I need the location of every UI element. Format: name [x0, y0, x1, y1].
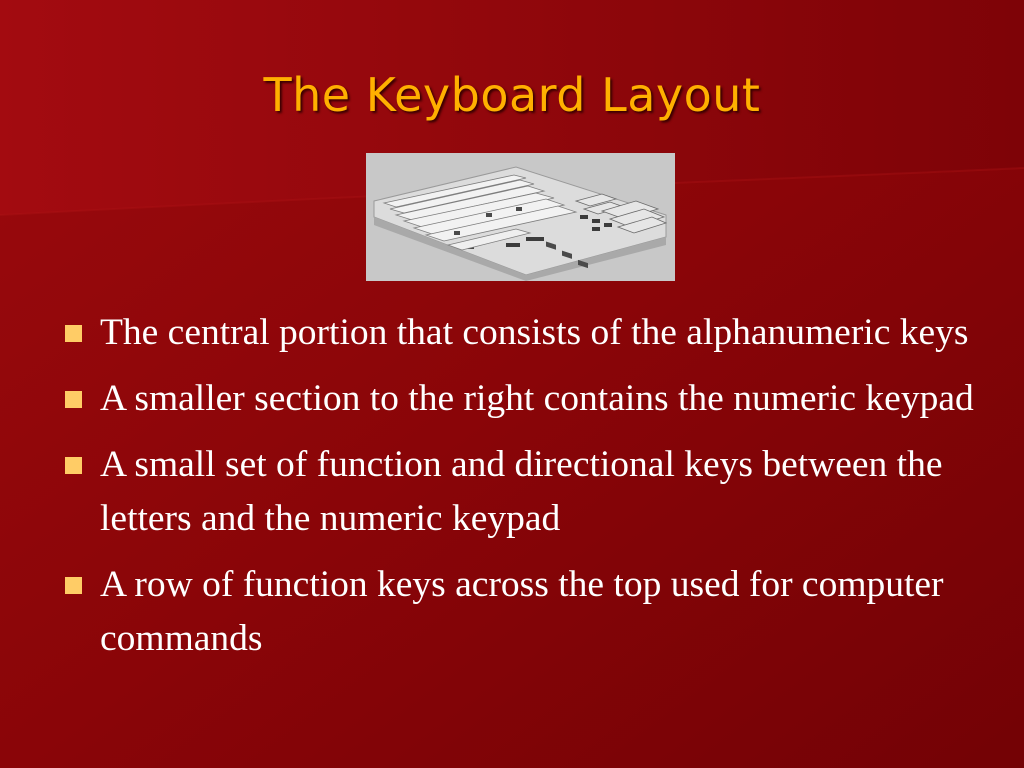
square-bullet-icon — [65, 325, 82, 342]
square-bullet-icon — [65, 391, 82, 408]
keyboard-photo — [366, 153, 675, 281]
bullet-text: A small set of function and directional keys between the letters and the numeric keypad — [100, 444, 943, 539]
bullet-list — [62, 306, 982, 678]
bullet-text: A smaller section to the right contains the numeric keypad — [100, 378, 974, 419]
bullet-item — [62, 306, 982, 360]
square-bullet-icon — [65, 577, 82, 594]
bullet-item — [62, 372, 982, 426]
bullet-text: The central portion that consists of the alphanumeric keys — [100, 312, 969, 353]
bullet-item — [62, 558, 982, 666]
bullet-item — [62, 438, 982, 546]
square-bullet-icon — [65, 457, 82, 474]
slide-title: The Keyboard Layout — [263, 68, 761, 122]
bullet-text: A row of function keys across the top used for computer commands — [100, 564, 944, 659]
